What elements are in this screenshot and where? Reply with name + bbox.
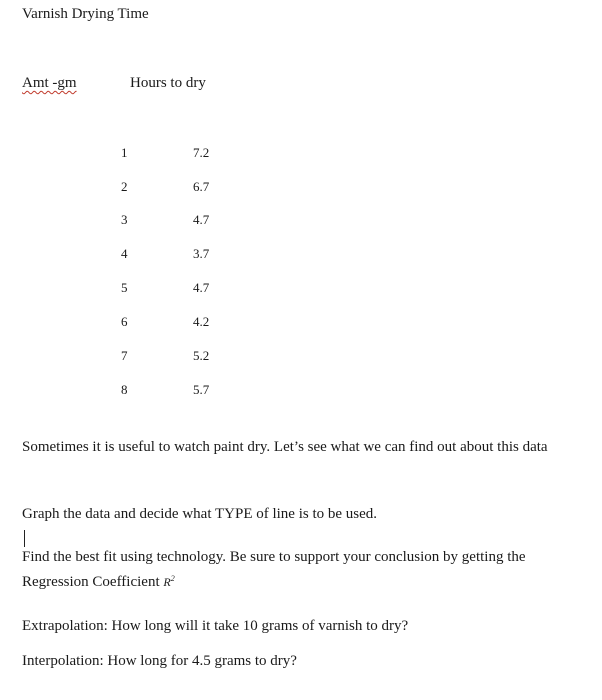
table-cell-amount: 7 [121,348,128,363]
document-title: Varnish Drying Time [22,6,149,22]
best-fit-instruction [22,546,582,593]
table-cell-hours: 5.7 [193,382,210,397]
table-cell-amount: 8 [121,382,128,397]
column-header-amount-label: Amt -gm [22,75,77,91]
table-cell-amount: 4 [121,246,128,261]
table-cell-amount: 1 [121,145,128,160]
table-cell-hours: 6.7 [193,179,210,194]
table-cell-hours: 4.2 [193,314,210,329]
table-cell-hours: 4.7 [193,212,210,227]
table-cell-amount: 6 [121,314,128,329]
table-cell-hours: 7.2 [193,145,210,160]
table-cell-hours: 5.2 [193,348,210,363]
table-cell-hours: 4.7 [193,280,210,295]
r-exponent: 2 [170,574,175,583]
text-cursor [24,530,25,547]
extrapolation-question: Extrapolation: How long will it take 10 grams of varnish to dry? [22,618,409,634]
best-fit-text: Find the best fit using technology. Be sure to support your conclusion by getting the Regression Coefficient [22,549,526,590]
table-cell-amount: 2 [121,179,128,194]
table-cell-amount: 3 [121,212,128,227]
column-header-amount [22,75,77,92]
r-symbol: R [163,575,171,589]
interpolation-question: Interpolation: How long for 4.5 grams to dry? [22,653,297,669]
intro-paragraph: Sometimes it is useful to watch paint dry. Let’s see what we can find out about this data [22,439,548,455]
table-cell-hours: 3.7 [193,246,210,261]
column-header-hours: Hours to dry [130,75,206,91]
table-cell-amount: 5 [121,280,128,295]
graph-instruction: Graph the data and decide what TYPE of line is to be used. [22,506,378,522]
r-squared-symbol [163,575,174,589]
